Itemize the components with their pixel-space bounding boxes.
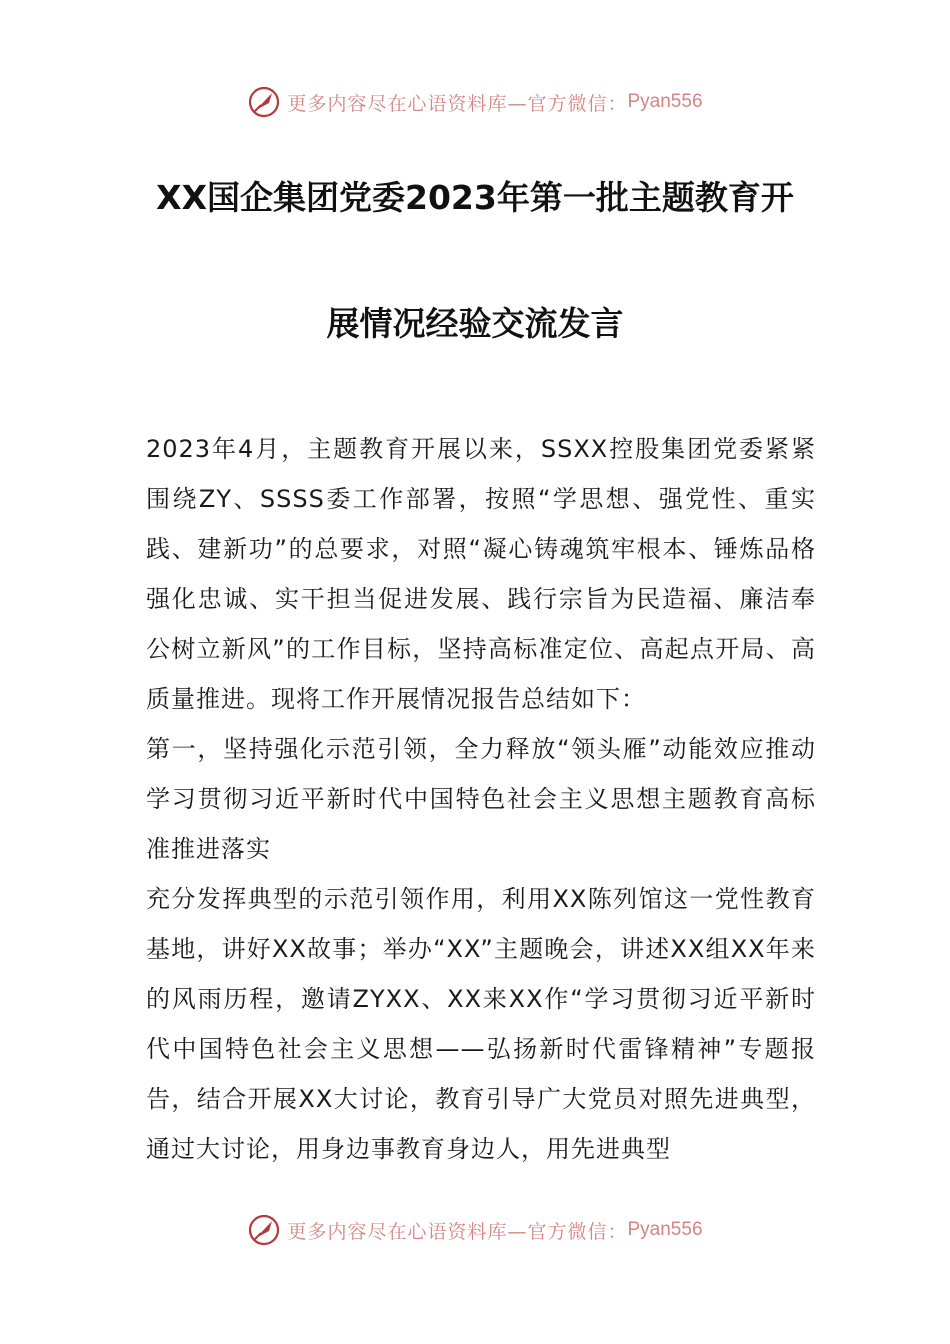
quill-logo-icon (247, 1213, 281, 1247)
banner-text: 更多内容尽在心语资料库—官方微信： (287, 1220, 628, 1243)
quill-logo-icon (247, 85, 281, 119)
header-banner (0, 82, 950, 122)
section-heading-1: 第一，坚持强化示范引领，全力释放“领头雁”动能效应推动学习贯彻习近平新时代中国特色社会主义思想主题教育高标准推进落实 (146, 735, 816, 863)
document-title-line-2: 展情况经验交流发言 (326, 304, 624, 343)
document-body (146, 424, 816, 1174)
wechat-id: Pyan556 (627, 1219, 703, 1240)
wechat-id: Pyan556 (627, 91, 703, 112)
paragraph-section-1: 充分发挥典型的示范引领作用，利用XX陈列馆这一党性教育基地，讲好XX故事；举办“XX”主题晚会，讲述XX组XX年来的风雨历程，邀请ZYXX、XX来XX作“学习贯彻习近平新时代中国特色社会主义思想——弘扬新时代雷锋精神”专题报告，结合开展XX大讨论，教育引导广大党员对照先进典型，通过大讨论，用身边事教育身边人，用先进典型 (146, 885, 816, 1163)
paragraph-intro: 2023年4月，主题教育开展以来，SSXX控股集团党委紧紧围绕ZY、SSSS委工作部署，按照“学思想、强党性、重实践、建新功”的总要求，对照“凝心铸魂筑牢根本、锤炼品格强化忠诚、实干担当促进发展、践行宗旨为民造福、廉洁奉公树立新风”的工作目标，坚持高标准定位、高起点开局、高质量推进。现将工作开展情况报告总结如下： (146, 435, 816, 713)
document-title-line-1: XX国企集团党委2023年第一批主题教育开 (156, 178, 794, 217)
footer-banner (0, 1210, 950, 1250)
banner-text: 更多内容尽在心语资料库—官方微信： (287, 92, 628, 115)
